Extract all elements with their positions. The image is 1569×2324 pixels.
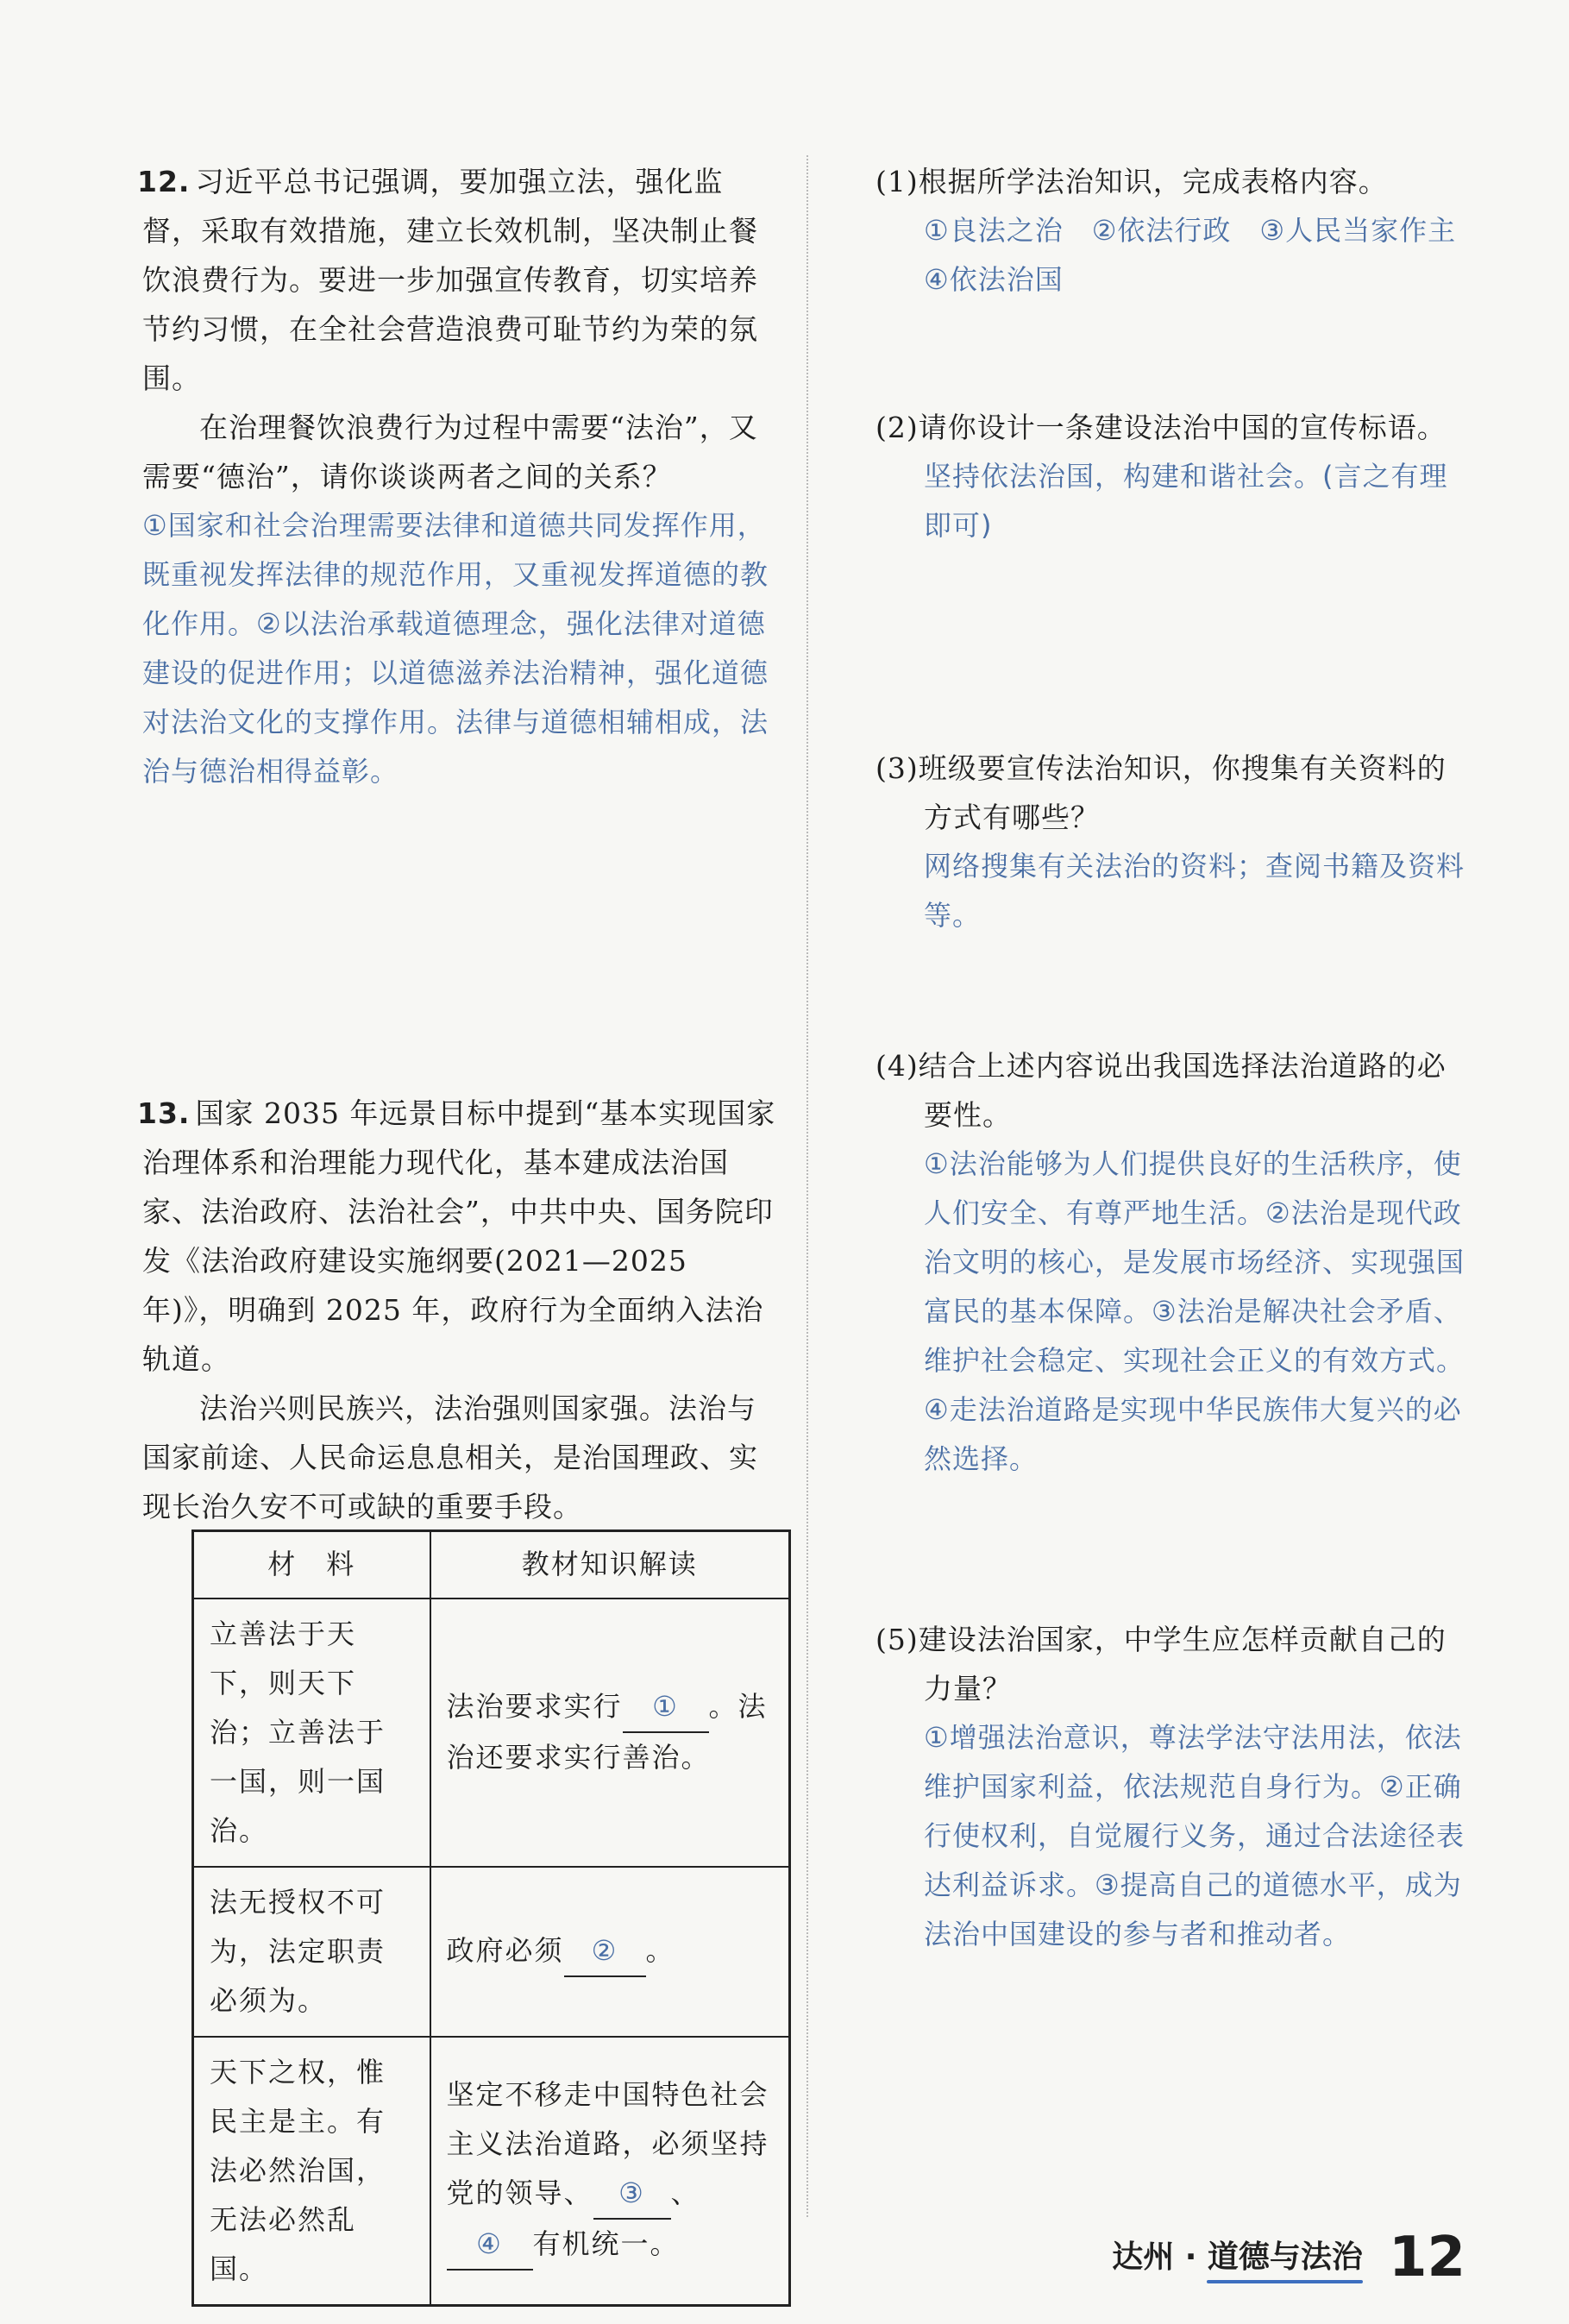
s3-answer: 网络搜集有关法治的资料；查阅书籍及资料等。 bbox=[924, 850, 1465, 932]
series-title: 达州 · 道德与法治 bbox=[1112, 2233, 1363, 2283]
row2-pre: 政府必须 bbox=[446, 1933, 564, 1967]
q13-paragraph: 法治兴则民族兴，法治强则国家强。法治与国家前途、人民命运息息相关，是治国理政、实现长治久安不可或缺的重要手段。 bbox=[142, 1391, 758, 1523]
table-row bbox=[193, 2037, 790, 2306]
row2-material: 法无授权不可为，法定职责必须为。 bbox=[193, 1867, 430, 2037]
question-12 bbox=[137, 157, 781, 796]
row1-pre: 法治要求实行 bbox=[446, 1690, 623, 1723]
page-number: 12 bbox=[1388, 2226, 1465, 2289]
row1-post: 。法治还要求实行善治。 bbox=[446, 1690, 768, 1774]
q12-stem-text: 习近平总书记强调，要加强立法，强化监督，采取有效措施，建立长效机制，坚决制止餐饮浪费行为。要进一步加强宣传教育，切实培养节约习惯，在全社会营造浪费可耻节约为荣的氛围。 bbox=[142, 165, 758, 395]
q13-stem-text: 国家 2035 年远景目标中提到“基本实现国家治理体系和治理能力现代化，基本建成法治国家、法治政府、法治社会”，中共中央、国务院印发《法治政府建设实施纲要(2021—2025 年)》，明确到 2025 年，政府行为全面纳入法治轨道。 bbox=[142, 1096, 776, 1376]
s1-answer: ①良法之治 ②依法行政 ③人民当家作主 ④依法治国 bbox=[924, 214, 1485, 296]
s3-question: (3)班级要宣传法治知识，你搜集有关资料的方式有哪些？ bbox=[876, 751, 1447, 834]
row1-knowledge bbox=[430, 1599, 790, 1867]
row3-knowledge bbox=[430, 2037, 790, 2306]
sub-question-2 bbox=[876, 403, 1475, 550]
question-13 bbox=[137, 1089, 781, 1531]
sub-question-5 bbox=[876, 1615, 1475, 1959]
sub-question-3 bbox=[876, 744, 1475, 940]
blank-3[interactable]: ③ bbox=[593, 2169, 671, 2220]
sub-question-4 bbox=[876, 1041, 1475, 1484]
q12-answer: ①国家和社会治理需要法律和道德共同发挥作用，既重视发挥法律的规范作用，又重视发挥道德的教化作用。②以法治承载道德理念，强化法律对道德建设的促进作用；以道德滋养法治精神，强化道德对法治文化的支撑作用。法律与道德相辅相成，法治与德治相得益彰。 bbox=[142, 509, 769, 788]
table-row bbox=[193, 1599, 790, 1867]
row2-knowledge bbox=[430, 1867, 790, 2037]
header-knowledge: 教材知识解读 bbox=[430, 1531, 790, 1599]
page-footer bbox=[1112, 2226, 1465, 2289]
s4-answer: ①法治能够为人们提供良好的生活秩序，使人们安全、有尊严地生活。②法治是现代政治文明的核心，是发展市场经济、实现强国富民的基本保障。③法治是解决社会矛盾、维护社会稳定、实现社会正义的有效方式。④走法治道路是实现中华民族伟大复兴的必然选择。 bbox=[924, 1147, 1465, 1475]
q12-number: 12. bbox=[137, 165, 191, 198]
row2-post: 。 bbox=[645, 1933, 675, 1967]
row3-post: 有机统一。 bbox=[532, 2227, 680, 2260]
s5-question: (5)建设法治国家，中学生应怎样贡献自己的力量？ bbox=[876, 1623, 1447, 1705]
s1-question: (1)根据所学法治知识，完成表格内容。 bbox=[876, 165, 1388, 198]
material-table bbox=[191, 1529, 791, 2307]
header-material: 材 料 bbox=[193, 1531, 430, 1599]
blank-2[interactable]: ② bbox=[564, 1926, 646, 1977]
s4-question: (4)结合上述内容说出我国选择法治道路的必要性。 bbox=[876, 1049, 1447, 1132]
column-divider bbox=[806, 155, 808, 2217]
q13-stem bbox=[137, 1089, 781, 1384]
row3-pre: 坚定不移走中国特色社会主义法治道路，必须坚持党的领导、 bbox=[446, 2078, 769, 2209]
row3-material: 天下之权，惟民主是主。有法必然治国，无法必然乱国。 bbox=[193, 2037, 430, 2306]
table-header-row bbox=[193, 1531, 790, 1599]
table-row bbox=[193, 1867, 790, 2037]
s2-answer: 坚持依法治国，构建和谐社会。(言之有理即可) bbox=[924, 460, 1448, 542]
q12-question: 在治理餐饮浪费行为过程中需要“法治”，又需要“德治”，请你谈谈两者之间的关系？ bbox=[142, 411, 758, 493]
s2-question: (2)请你设计一条建设法治中国的宣传标语。 bbox=[876, 411, 1447, 444]
sub-question-1 bbox=[876, 157, 1485, 305]
q12-stem bbox=[137, 157, 781, 403]
q13-number: 13. bbox=[137, 1096, 191, 1130]
row1-material: 立善法于天下，则天下治；立善法于一国，则一国治。 bbox=[193, 1599, 430, 1867]
blank-1[interactable]: ① bbox=[623, 1682, 709, 1733]
row3-mid: 、 bbox=[670, 2176, 700, 2209]
blank-4[interactable]: ④ bbox=[447, 2220, 533, 2271]
s5-answer: ①增强法治意识，尊法学法守法用法，依法维护国家利益，依法规范自身行为。②正确行使权利，自觉履行义务，通过合法途径表达利益诉求。③提高自己的道德水平，成为法治中国建设的参与者和推动者。 bbox=[924, 1721, 1465, 1950]
